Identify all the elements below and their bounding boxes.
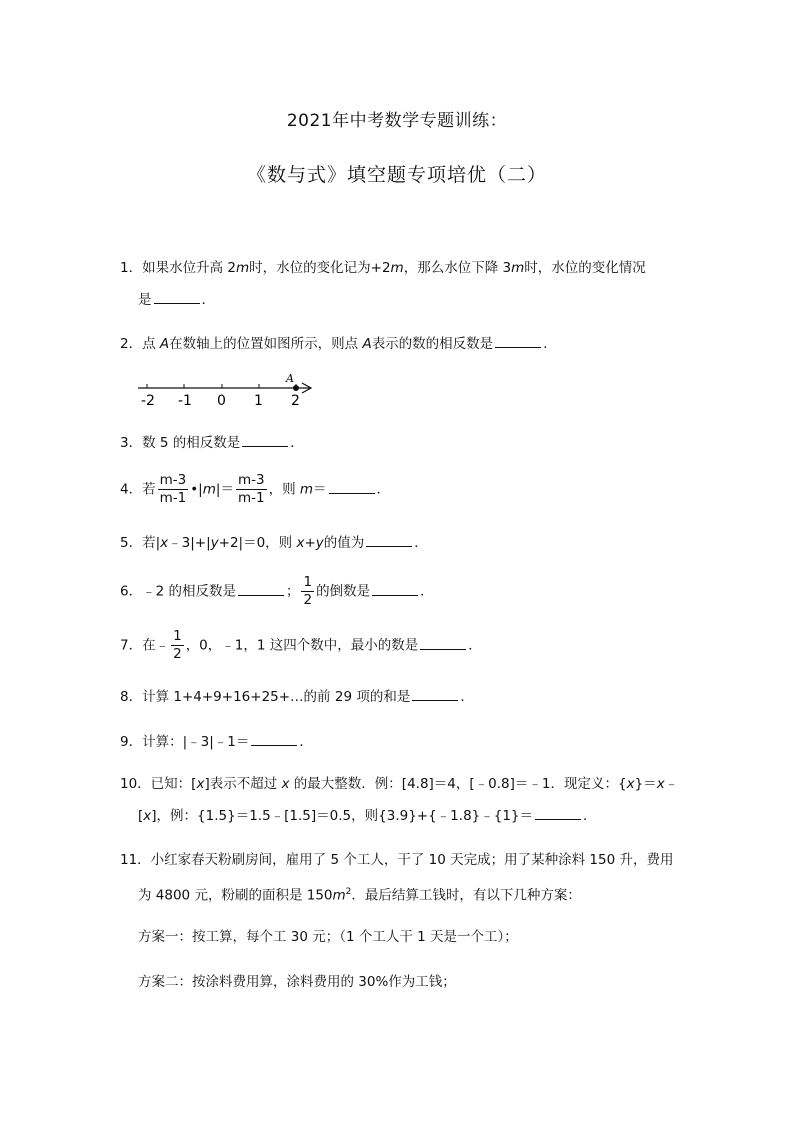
question-11-line-2: 为 4800 元，粉刷的面积是 $150m^2$．最后结算工钱时，有以下几种方案： — [138, 887, 581, 904]
page-subtitle: 《数与式》填空题专项培优（二） — [246, 164, 547, 186]
answer-blank[interactable] — [329, 479, 375, 494]
question-10-cont: [x]，例：{1.5}＝1.5﹣[1.5]＝0.5，则{3.9}+{﹣1.8}﹣{1}＝ ． — [138, 805, 597, 826]
number-line-figure — [138, 372, 328, 412]
answer-blank[interactable] — [535, 805, 581, 820]
option-one: 方案一：按工算，每个工 30 元；（1 个工人干 1 天是一个工）； — [138, 929, 518, 945]
page-title: 2021年中考数学专题训练： — [286, 111, 508, 131]
question-8: 8．计算 1+4+9+16+25+…的前 29 项的和是 ． — [120, 686, 474, 707]
fraction: $\frac{m-3}{m-1}$ — [237, 472, 265, 506]
question-10: 10．已知：[x]表示不超过 x 的最大整数．例：[4.8]＝4，[﹣0.8]＝﹣1．现定义：{x}＝x﹣ — [120, 776, 679, 792]
question-7: 7．在﹣ $\frac{1}{2}$ ，0，﹣1，1 这四个数中，最小的数是 ． — [120, 628, 482, 662]
question-1: 1．如果水位升高 2m时，水位的变化记为+2m，那么水位下降 3m时，水位的变化情况 — [120, 260, 646, 276]
answer-blank[interactable] — [412, 686, 458, 701]
answer-blank[interactable] — [372, 581, 418, 596]
point-a-dot — [293, 385, 299, 391]
question-3: 3．数 5 的相反数是 ． — [120, 432, 304, 453]
option-two: 方案二：按涂料费用算，涂料费用的 30%作为工钱； — [138, 974, 456, 990]
fraction: $\frac{m-3}{m-1}$ — [159, 472, 187, 506]
question-1-cont: 是 ． — [138, 289, 215, 310]
question-2: 2．点 A在数轴上的位置如图所示，则点 A表示的数的相反数是 ． — [120, 333, 557, 354]
answer-blank[interactable] — [242, 432, 288, 447]
answer-blank[interactable] — [420, 635, 466, 650]
fraction: $\frac{1}{2}$ — [303, 574, 313, 608]
tick-label: -2 — [141, 393, 155, 409]
answer-blank[interactable] — [238, 581, 284, 596]
question-6: 6．﹣2 的相反数是 ； $\frac{1}{2}$ 的倒数是 ． — [120, 574, 434, 608]
answer-blank[interactable] — [251, 731, 297, 746]
question-5: 5．若|x﹣3|+|y+2|＝0，则 x+y的值为 ． — [120, 532, 428, 553]
tick-label: -1 — [178, 393, 192, 409]
tick-label: 1 — [254, 393, 263, 409]
question-11: 11．小红家春天粉刷房间，雇用了 5 个工人，干了 10 天完成；用了某种涂料 150 升，费用 — [120, 852, 674, 868]
point-a-label: A — [286, 372, 294, 385]
question-9: 9．计算：|﹣3|﹣1＝ ． — [120, 731, 313, 752]
answer-blank[interactable] — [366, 532, 412, 547]
tick-label: 2 — [291, 393, 300, 409]
answer-blank[interactable] — [154, 289, 200, 304]
answer-blank[interactable] — [495, 333, 541, 348]
question-4: 4．若 $\frac{m-3}{m-1}$ •|m|＝ $\frac{m-3}{m-1}$ ，则 m＝ ． — [120, 472, 391, 506]
fraction: $\frac{1}{2}$ — [173, 628, 182, 662]
tick-label: 0 — [217, 393, 226, 409]
